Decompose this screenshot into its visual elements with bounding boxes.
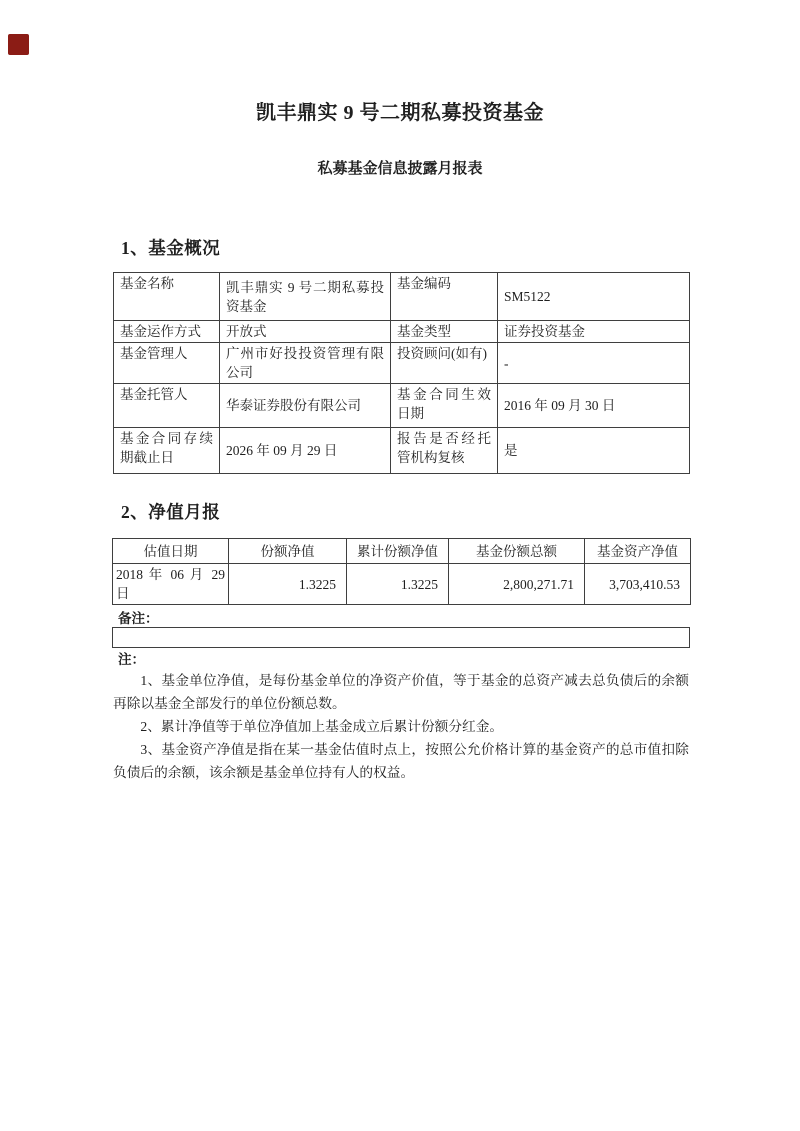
operation-mode-label: 基金运作方式 (114, 321, 220, 343)
valuation-date-value: 2018 年 06 月 29 日 (113, 564, 229, 605)
remark-label: 备注： (118, 611, 159, 626)
fund-type-value: 证券投资基金 (498, 321, 690, 343)
document-title: 凯丰鼎实 9 号二期私募投资基金 (256, 102, 544, 124)
table-row (114, 343, 690, 384)
pdf-note-annotation-icon[interactable] (8, 34, 29, 55)
table-row (113, 564, 691, 605)
total-shares-value: 2,800,271.71 (449, 564, 585, 605)
nav-per-share-value: 1.3225 (229, 564, 347, 605)
net-assets-value: 3,703,410.53 (585, 564, 691, 605)
fund-type-label: 基金类型 (391, 321, 498, 343)
notes-label: 注： (118, 652, 145, 667)
contract-effective-date-label: 基金合同生效日期 (391, 384, 498, 428)
remark-box (112, 627, 690, 648)
fund-name-label: 基金名称 (114, 273, 220, 321)
custodian-review-label: 报告是否经托管机构复核 (391, 428, 498, 474)
fund-overview-table (113, 272, 690, 474)
table-row (114, 321, 690, 343)
document-subtitle: 私募基金信息披露月报表 (317, 161, 483, 177)
net-assets-header: 基金资产净值 (585, 539, 691, 564)
section-1-heading: 1、基金概况 (121, 238, 221, 258)
fund-manager-value: 广州市好投投资管理有限公司 (220, 343, 391, 384)
operation-mode-value: 开放式 (220, 321, 391, 343)
note-item-2: 2、累计净值等于单位净值加上基金成立后累计份额分红金。 (140, 719, 504, 734)
contract-expiry-date-label: 基金合同存续期截止日 (114, 428, 220, 474)
fund-name-value: 凯丰鼎实 9 号二期私募投资基金 (220, 273, 391, 321)
section-2-heading: 2、净值月报 (121, 502, 221, 522)
notes-block (113, 669, 689, 784)
total-shares-header: 基金份额总额 (449, 539, 585, 564)
table-row (114, 273, 690, 321)
fund-custodian-label: 基金托管人 (114, 384, 220, 428)
note-item-3: 3、基金资产净值是指在某一基金估值时点上，按照公允价格计算的基金资产的总市值扣除负债后的余额，该余额是基金单位持有人的权益。 (113, 742, 689, 780)
investment-advisor-label: 投资顾问(如有) (391, 343, 498, 384)
fund-manager-label: 基金管理人 (114, 343, 220, 384)
cumulative-nav-value: 1.3225 (347, 564, 449, 605)
contract-expiry-date-value: 2026 年 09 月 29 日 (220, 428, 391, 474)
cumulative-nav-header: 累计份额净值 (347, 539, 449, 564)
fund-code-value: SM5122 (498, 273, 690, 321)
contract-effective-date-value: 2016 年 09 月 30 日 (498, 384, 690, 428)
valuation-date-header: 估值日期 (113, 539, 229, 564)
fund-code-label: 基金编码 (391, 273, 498, 321)
table-header-row (113, 539, 691, 564)
custodian-review-value: 是 (498, 428, 690, 474)
investment-advisor-value: - (498, 343, 690, 384)
table-row (114, 428, 690, 474)
fund-custodian-value: 华泰证券股份有限公司 (220, 384, 391, 428)
nav-per-share-header: 份额净值 (229, 539, 347, 564)
table-row (114, 384, 690, 428)
nav-monthly-table (112, 538, 691, 605)
note-item-1: 1、基金单位净值，是每份基金单位的净资产价值，等于基金的总资产减去总负债后的余额再除以基金全部发行的单位份额总数。 (113, 673, 689, 711)
